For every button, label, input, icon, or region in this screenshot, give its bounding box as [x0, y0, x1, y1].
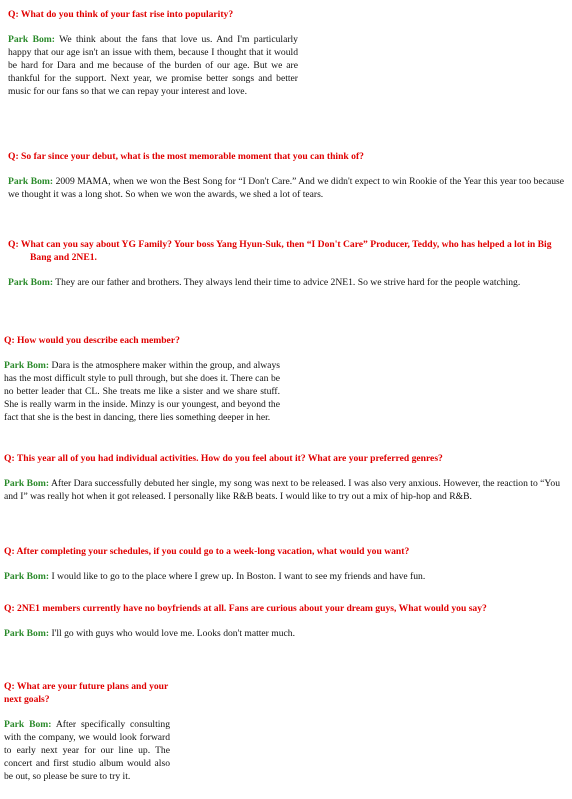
answer	[4, 477, 560, 503]
answer-text: We think about the fans that love us. And I'm particularly happy that our age isn't an issue with them, because I thought that it would be hard for Dara and me because of the burden of our age. But we are thankful for the support. Next year, we promise better songs and better music for our fans so that we can repay your interest and love.	[8, 34, 298, 97]
question: Q: What are your future plans and your next goals?	[4, 681, 169, 705]
answer-text: I'll go with guys who would love me. Looks don't matter much.	[51, 628, 295, 639]
speaker-label: Park Bom:	[4, 360, 50, 371]
speaker-label: Park Bom:	[4, 628, 50, 639]
qa-block-1	[8, 8, 298, 98]
answer	[4, 359, 280, 424]
speaker-label: Park Bom:	[8, 34, 55, 45]
answer	[8, 33, 298, 98]
qa-block-4	[4, 334, 280, 424]
question: Q: This year all of you had individual activities. How do you feel about it? What are your preferred genres?	[4, 453, 443, 464]
answer	[4, 627, 560, 640]
qa-block-7	[4, 602, 560, 640]
answer	[8, 175, 564, 201]
question: Q: After completing your schedules, if you could go to a week-long vacation, what would you want?	[4, 546, 410, 557]
qa-block-3	[8, 238, 556, 289]
answer-text: Dara is the atmosphere maker within the group, and always has the most difficult style to pull through, but she does it. There can be no better leader that CL. She treats me like a sister and we share stuff. She is really warm in the inside. Minzy is our youngest, and beyond the fact that she is the best in dancing, there lies something deeper in her.	[4, 360, 280, 423]
qa-block-6	[4, 545, 560, 583]
question: Q: 2NE1 members currently have no boyfriends at all. Fans are curious about your dream guys, What would you say?	[4, 603, 487, 614]
speaker-label: Park Bom:	[4, 478, 50, 489]
answer-text: After Dara successfully debuted her single, my song was next to be released. I was also very anxious. However, the reaction to “You and I” was really hot when it got released. I personally like R&B beats. I would like to try out a mix of hip-hop and R&B.	[4, 478, 560, 502]
speaker-label: Park Bom:	[4, 719, 52, 730]
question: Q: What do you think of your fast rise into popularity?	[8, 9, 234, 20]
speaker-label: Park Bom:	[8, 277, 54, 288]
answer	[8, 276, 556, 289]
question: Q: How would you describe each member?	[4, 335, 180, 346]
answer-text: After specifically consulting with the company, we would look forward to early next year for our line up. The concert and first studio album would also be out, so please be sure to try it.	[4, 719, 170, 782]
speaker-label: Park Bom:	[8, 176, 54, 187]
answer	[4, 570, 560, 583]
qa-block-2	[8, 150, 564, 201]
question: Q: What can you say about YG Family? Your boss Yang Hyun-Suk, then “I Don't Care” Producer, Teddy, who has helped a lot in Big Bang and 2NE1.	[8, 239, 552, 263]
qa-block-5	[4, 452, 560, 503]
speaker-label: Park Bom:	[4, 571, 50, 582]
answer-text: 2009 MAMA, when we won the Best Song for “I Don't Care.” And we didn't expect to win Rookie of the Year this year too because we thought it was a long shot. So when we won the awards, we shed a lot of tears.	[8, 176, 564, 200]
answer-text: I would like to go to the place where I grew up. In Boston. I want to see my friends and have fun.	[51, 571, 426, 582]
question: Q: So far since your debut, what is the most memorable moment that you can think of?	[8, 151, 364, 162]
answer	[4, 718, 170, 783]
qa-block-8	[4, 680, 170, 783]
answer-text: They are our father and brothers. They always lend their time to advice 2NE1. So we strive hard for the people watching.	[55, 277, 521, 288]
